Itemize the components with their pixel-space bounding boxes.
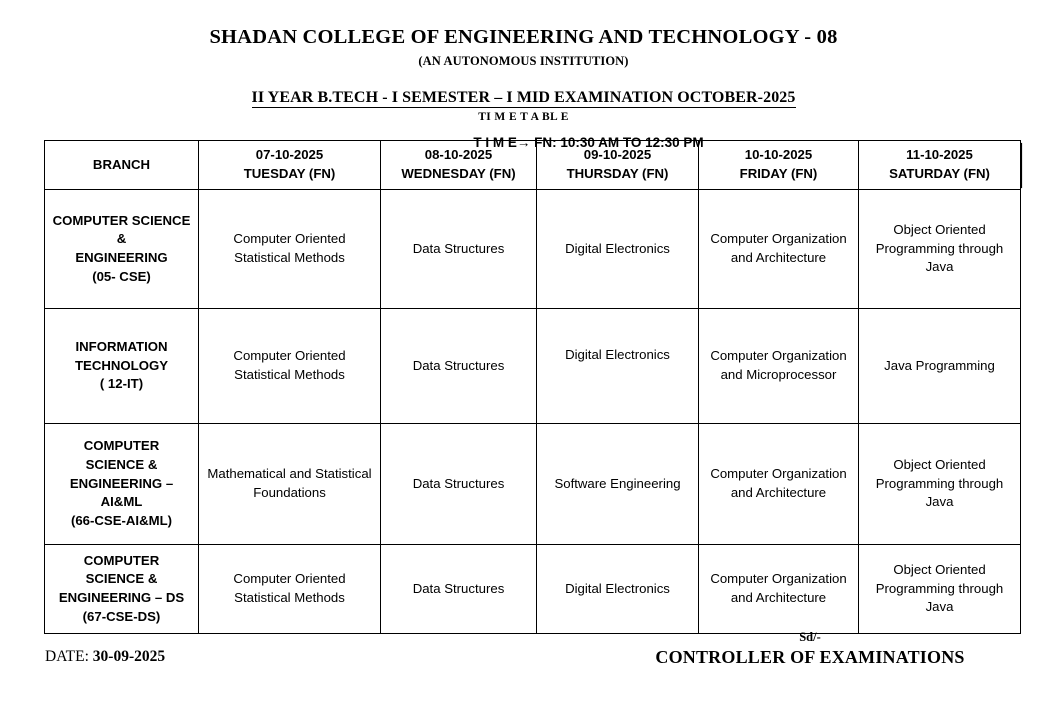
signature-block: [600, 630, 1020, 668]
autonomous-institution-label: (AN AUTONOMOUS INSTITUTION): [418, 53, 629, 68]
subject-cell: Data Structures: [381, 424, 537, 545]
subject-text: Digital Electronics: [565, 346, 670, 362]
table-row: [45, 309, 1021, 424]
table-header-row: [45, 141, 1021, 190]
table-row: [45, 424, 1021, 545]
column-header-day-3: [537, 141, 699, 190]
subject-cell: Computer Organization and Architecture: [699, 545, 859, 634]
subject-cell: Digital Electronics: [537, 190, 699, 309]
column-header-date-4: 10-10-2025: [744, 147, 813, 163]
subject-cell: Object Oriented Programming through Java: [859, 190, 1021, 309]
column-header-date-3: 09-10-2025: [583, 147, 652, 163]
authority-label: CONTROLLER OF EXAMINATIONS: [655, 647, 965, 667]
subject-cell: Data Structures: [381, 545, 537, 634]
subject-cell: Data Structures: [381, 309, 537, 424]
subject-cell: Java Programming: [859, 309, 1021, 424]
document-header: [0, 0, 1047, 150]
subject-cell: Software Engineering: [537, 424, 699, 545]
branch-cell: INFORMATION TECHNOLOGY ( 12-IT): [45, 309, 199, 424]
subject-cell: [537, 309, 699, 424]
document-footer: [0, 630, 1047, 690]
column-header-date-5: 11-10-2025: [906, 147, 973, 163]
subject-cell: Mathematical and Statistical Foundations: [199, 424, 381, 545]
subject-cell: Computer Organization and Microprocessor: [699, 309, 859, 424]
date-label: DATE:: [45, 648, 93, 665]
subject-cell: Object Oriented Programming through Java: [859, 545, 1021, 634]
college-name: SHADAN COLLEGE OF ENGINEERING AND TECHNOLOGY - 08: [209, 26, 838, 48]
branch-cell: COMPUTER SCIENCE & ENGINEERING – DS (67-CSE-DS): [45, 545, 199, 634]
date-field: [45, 648, 165, 666]
signed-label: Sd/-: [799, 630, 821, 644]
table-row: [45, 190, 1021, 309]
column-header-day-4: [699, 141, 859, 190]
subject-cell: Data Structures: [381, 190, 537, 309]
timetable-table: [44, 140, 1021, 634]
column-header-date-1: 07-10-2025: [255, 147, 324, 163]
column-header-dayname-3: THURSDAY (FN): [566, 166, 669, 181]
exam-time-line: T I M E→ FN: 10:30 AM TO 12:30 PM: [473, 134, 704, 150]
column-header-date-2: 08-10-2025: [424, 147, 493, 163]
subject-cell: Computer Oriented Statistical Methods: [199, 309, 381, 424]
exam-title-text: II YEAR B.TECH - I SEMESTER – I MID EXAMINATION OCTOBER-2025: [251, 88, 796, 106]
column-header-branch-label: BRANCH: [92, 156, 151, 172]
time-table-label: TI M E T A BL E: [478, 110, 569, 123]
subject-cell: Computer Organization and Architecture: [699, 190, 859, 309]
subject-cell: Object Oriented Programming through Java: [859, 424, 1021, 545]
table-header: [45, 141, 1021, 190]
branch-cell: COMPUTER SCIENCE & ENGINEERING – AI&ML (66-CSE-AI&ML): [45, 424, 199, 545]
subject-cell: Computer Organization and Architecture: [699, 424, 859, 545]
column-header-dayname-2: WEDNESDAY (FN): [401, 166, 516, 181]
column-header-day-1: [199, 141, 381, 190]
column-header-dayname-5: SATURDAY (FN): [889, 166, 990, 181]
column-header-branch: [45, 141, 199, 190]
table-body: [45, 190, 1021, 634]
subject-cell: Digital Electronics: [537, 545, 699, 634]
date-value: 30-09-2025: [92, 648, 166, 665]
column-header-dayname-1: TUESDAY (FN): [243, 166, 336, 181]
column-header-day-5: [859, 141, 1021, 190]
subject-cell: Computer Oriented Statistical Methods: [199, 545, 381, 634]
column-header-day-2: [381, 141, 537, 190]
exam-title: [0, 89, 1047, 107]
subject-cell: Computer Oriented Statistical Methods: [199, 190, 381, 309]
branch-cell: COMPUTER SCIENCE & ENGINEERING (05- CSE): [45, 190, 199, 309]
table-row: [45, 545, 1021, 634]
timetable-table-wrapper: [44, 140, 1020, 634]
column-header-dayname-4: FRIDAY (FN): [739, 166, 818, 181]
